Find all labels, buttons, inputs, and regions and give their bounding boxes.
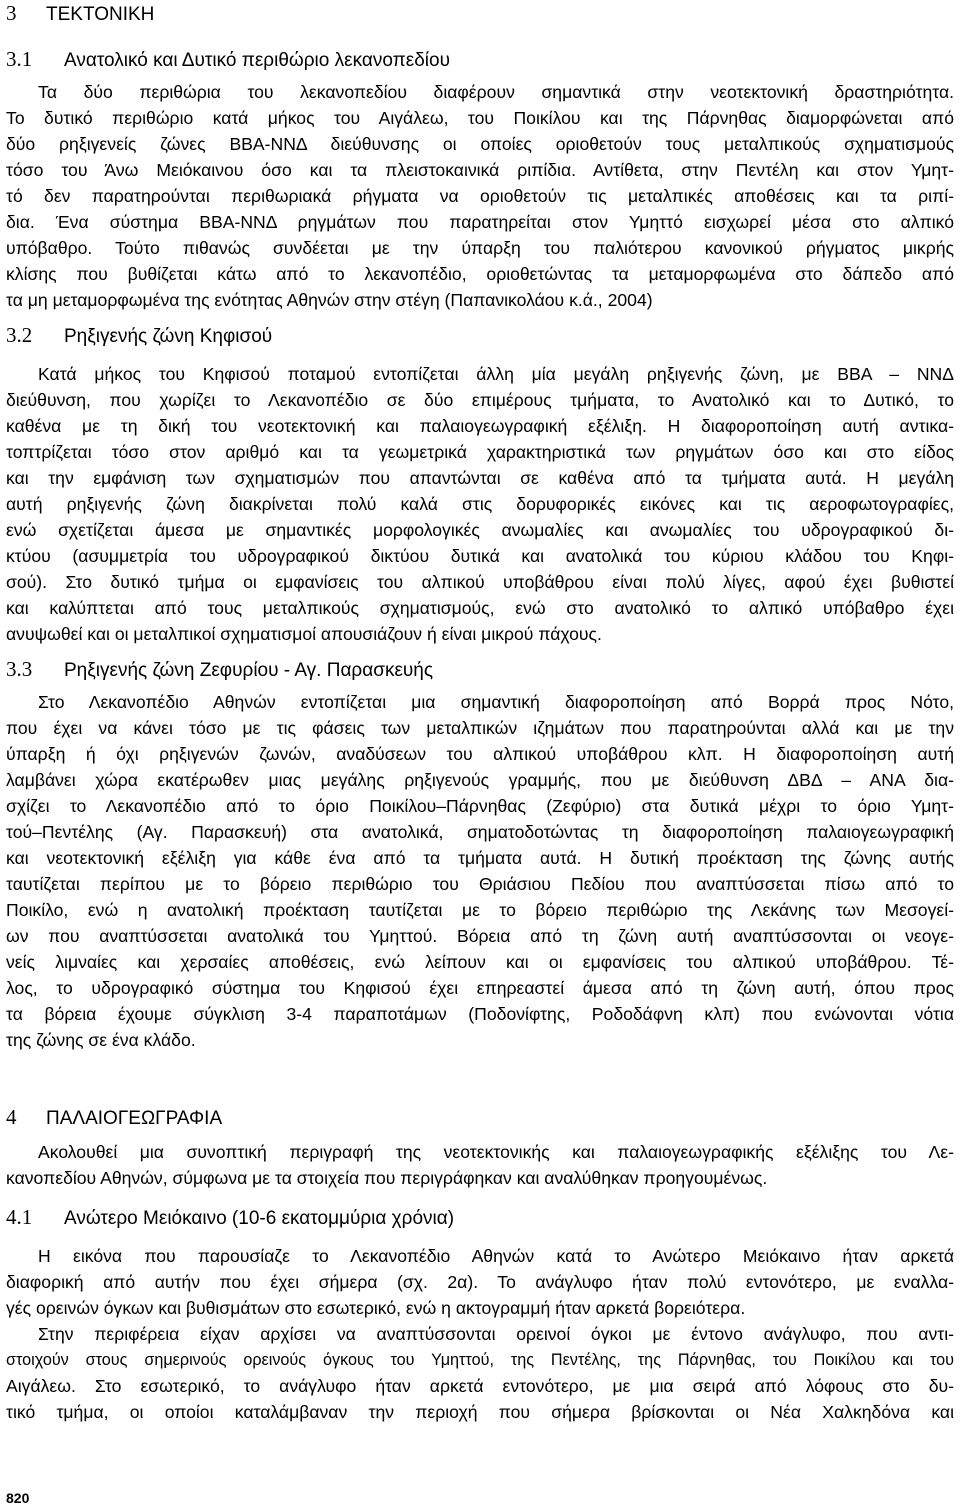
paragraph-line: Η εικόνα που παρουσίαζε το Λεκανοπέδιο Αθηνών κατά το Ανώτερο Μειόκαινο ήταν αρκετά	[38, 1246, 954, 1266]
paragraph-line: Στην περιφέρεια είχαν αρχίσει να αναπτύσσονται ορεινοί όγκοι με έντονο ανάγλυφο, που αντι-	[38, 1324, 954, 1344]
paragraph-line: τοπτρίζεται τόσο στον αριθμό και τα γεωμετρικά χαρακτηριστικά των ρηγμάτων όσο και στο είδος	[6, 442, 954, 462]
paragraph-line: Το δυτικό περιθώριο κατά μήκος του Αιγάλεω, του Ποικίλου και της Πάρνηθας διαμορφώνεται από	[6, 108, 954, 128]
paragraph-line: Αιγάλεω. Στο εσωτερικό, το ανάγλυφο ήταν αρκετά εντονότερο, με μια σειρά από λόφους στο δυ-	[6, 1376, 954, 1396]
paragraph-line: τόσο του Άνω Μειόκαινου όσο και τα πλειστοκαινικά ριπίδια. Αντίθετα, στην Πεντέλη και στον Υμητ-	[6, 160, 954, 180]
subsection-title: Ρηξιγενής ζώνη Κηφισού	[64, 326, 273, 347]
paragraph-line: τικό τμήμα, οι οποίοι καταλάμβαναν την περιοχή που σήμερα βρίσκονται οι Νέα Χαλκηδόνα και	[6, 1402, 954, 1422]
subsection-number: 4.1	[6, 1205, 33, 1229]
paragraph-line: σού). Στο δυτικό τμήμα οι εμφανίσεις του αλπικού υποβάθρου είναι πολύ λίγες, αφού έχει βυθιστεί	[6, 572, 954, 592]
section-title: ΤΕΚΤΟΝΙΚΗ	[46, 4, 155, 25]
subsection-heading-3-1	[6, 46, 450, 74]
subsection-title: Ρηξιγενής ζώνη Ζεφυρίου - Αγ. Παρασκευής	[64, 660, 434, 681]
subsection-number: 3.3	[6, 657, 33, 681]
paragraph-line: νείς λιμναίες και χερσαίες αποθέσεις, ενώ λείπουν και οι εμφανίσεις του αλπικού υποβάθρου. Τέ-	[6, 952, 954, 972]
paragraph-line: υπόβαθρο. Τούτο πιθανώς συνδέεται με την ύπαρξη του παλιότερου κανονικού ρήγματος μικρής	[6, 238, 954, 258]
paragraph-line: κτύου (ασυμμετρία του υδρογραφικού δικτύου δυτικά και ανατολικά του κύριου κλάδου του Κηφι-	[6, 546, 954, 566]
subsection-heading-3-3	[6, 656, 433, 684]
paragraph-line: διαφορική από αυτήν που έχει σήμερα (σχ. 2α). Το ανάγλυφο ήταν πολύ εντονότερο, με εναλλα-	[6, 1272, 954, 1292]
section-title: ΠΑΛΑΙΟΓΕΩΓΡΑΦΙΑ	[46, 1108, 223, 1129]
paragraph-line: ύπαρξη ή όχι ρηξιγενών ζωνών, αναδύσεων του αλπικού υποβάθρου κλπ. Η διαφοροποίηση αυτή	[6, 744, 954, 764]
paragraph-line: λαμβάνει χώρα εκατέρωθεν μιας μεγάλης ρηξιγενούς γραμμής, που με διεύθυνση ΔΒΔ – ΑΝΑ δια-	[6, 770, 954, 790]
paragraph-line: τα βόρεια έχουμε σύγκλιση 3-4 παραποτάμων (Ποδονίφτης, Ροδοδάφνη κλπ) που ενώνονται νότια	[6, 1004, 954, 1024]
paragraph-line: γές ορεινών όγκων και βυθισμάτων στο εσωτερικό, ενώ η ακτογραμμή ήταν αρκετά βορειότερα.	[6, 1298, 746, 1318]
paragraph-line: της ζώνης σε ένα κλάδο.	[6, 1030, 196, 1050]
paragraph-line: και καλύπτεται από τους μεταλπικούς σχηματισμούς, ενώ στο ανατολικό το αλπικό υπόβαθρο έχει	[6, 598, 954, 618]
subsection-heading-4-1	[6, 1204, 454, 1232]
paragraph-line: τό δεν παρατηρούνται περιθωριακά ρήγματα να οριοθετούν τις μεταλπικές αποθέσεις και τα ριπί-	[6, 186, 954, 206]
paragraph-line: Στο Λεκανοπέδιο Αθηνών εντοπίζεται μια σημαντική διαφοροποίηση από Βορρά προς Νότο,	[38, 692, 954, 712]
page-number: 820	[6, 1490, 30, 1506]
paragraph-line: που έχει να κάνει τόσο με τις φάσεις των μεταλπικών ιζημάτων που παρατηρούνται αλλά και με την	[6, 718, 954, 738]
subsection-heading-3-2	[6, 322, 272, 350]
paragraph-line: Ποικίλο, ενώ η ανατολική προέκταση ταυτίζεται με το βόρειο περιθώριο της Λεκάνης των Μεσογεί-	[6, 900, 954, 920]
paragraph-line: Κατά μήκος του Κηφισού ποταμού εντοπίζεται άλλη μία μεγάλη ρηξιγενής ζώνη, με ΒΒΑ – ΝΝΔ	[38, 364, 954, 384]
section-heading-3	[6, 0, 154, 28]
subsection-title: Ανώτερο Μειόκαινο (10-6 εκατομμύρια χρόνια)	[64, 1208, 455, 1229]
paragraph-line: δια. Ένα σύστημα ΒΒΑ-ΝΝΔ ρηγμάτων που παρατηρείται στον Υμηττό εισχωρεί μέσα στο αλπικό	[6, 212, 954, 232]
paragraph-line: στοιχούν στους σημερινούς ορεινούς όγκους του Υμηττού, της Πεντέλης, της Πάρνηθας, του Ποικίλου και του	[6, 1351, 954, 1369]
paragraph-line: ενώ σχετίζεται άμεσα με σημαντικές μορφολογικές ανωμαλίες και ανωμαλίες του υδρογραφικού δι-	[6, 520, 954, 540]
paragraph-line: κλίσης που βυθίζεται κάτω από το λεκανοπέδιο, οριοθετώντας τα μεταμορφωμένα στο δάπεδο από	[6, 264, 954, 284]
paragraph-line: και την εμφάνιση των σχηματισμών που απαντώνται σε καθένα από τα τμήματα αυτά. Η μεγάλη	[6, 468, 954, 488]
section-number: 4	[6, 1105, 17, 1129]
paragraph-line: ταυτίζεται περίπου με το βόρειο περιθώριο του Θριάσιου Πεδίου που αναπτύσσεται πίσω από το	[6, 874, 954, 894]
paragraph-line: αυτή ρηξιγενής ζώνη διακρίνεται πολύ καλά στις δορυφορικές εικόνες και τις αεροφωτογραφίες,	[6, 494, 954, 514]
subsection-number: 3.2	[6, 323, 33, 347]
paragraph-line: Ακολουθεί μια συνοπτική περιγραφή της νεοτεκτονικής και παλαιογεωγραφικής εξέλιξης του Λε-	[38, 1142, 954, 1162]
paragraph-line: λος, το υδρογραφικό σύστημα του Κηφισού έχει επηρεαστεί άμεσα από τη ζώνη αυτή, όπου προς	[6, 978, 954, 998]
subsection-title: Ανατολικό και Δυτικό περιθώριο λεκανοπεδίου	[64, 50, 450, 71]
paragraph-line: τού–Πεντέλης (Αγ. Παρασκευή) στα ανατολικά, σηματοδοτώντας τη διαφοροποίηση παλαιογεωγραφική	[6, 822, 954, 842]
section-heading-4	[6, 1104, 222, 1132]
paragraph-line: τα μη μεταμορφωμένα της ενότητας Αθηνών στην στέγη (Παπανικολάου κ.ά., 2004)	[6, 290, 653, 310]
paragraph-line: καθένα με τη δική του νεοτεκτονική και παλαιογεωγραφική εξέλιξη. Η διαφοροποίηση αυτή αντικα-	[6, 416, 954, 436]
paragraph-line: δύο ρηξιγενείς ζώνες ΒΒΑ-ΝΝΔ διεύθυνσης οι οποίες οριοθετούν τους μεταλπικούς σχηματισμούς	[6, 134, 954, 154]
paragraph-line: ων που αναπτύσσεται ανατολικά του Υμηττού. Βόρεια από τη ζώνη αυτή αναπτύσσονται οι νεογε-	[6, 926, 954, 946]
paragraph-line: σχίζει το Λεκανοπέδιο από το όριο Ποικίλου–Πάρνηθας (Ζεφύριο) στα δυτικά μέχρι το όριο Υμητ-	[6, 796, 954, 816]
paragraph-line: κανοπεδίου Αθηνών, σύμφωνα με τα στοιχεία που περιγράφηκαν και αναλύθηκαν προηγουμένως.	[6, 1168, 768, 1188]
subsection-number: 3.1	[6, 47, 33, 71]
paragraph-line: ανυψωθεί και οι μεταλπικοί σχηματισμοί απουσιάζουν ή είναι μικρού πάχους.	[6, 624, 602, 644]
section-number: 3	[6, 1, 17, 25]
paragraph-line: και νεοτεκτονική εξέλιξη για κάθε ένα από τα τμήματα αυτά. Η δυτική προέκταση της ζώνης αυτής	[6, 848, 954, 868]
paragraph-line: διεύθυνση, που χωρίζει το Λεκανοπέδιο σε δύο επιμέρους τμήματα, το Ανατολικό και το Δυτικό, το	[6, 390, 954, 410]
paragraph-line: Τα δύο περιθώρια του λεκανοπεδίου διαφέρουν σημαντικά στην νεοτεκτονική δραστηριότητα.	[38, 82, 954, 102]
